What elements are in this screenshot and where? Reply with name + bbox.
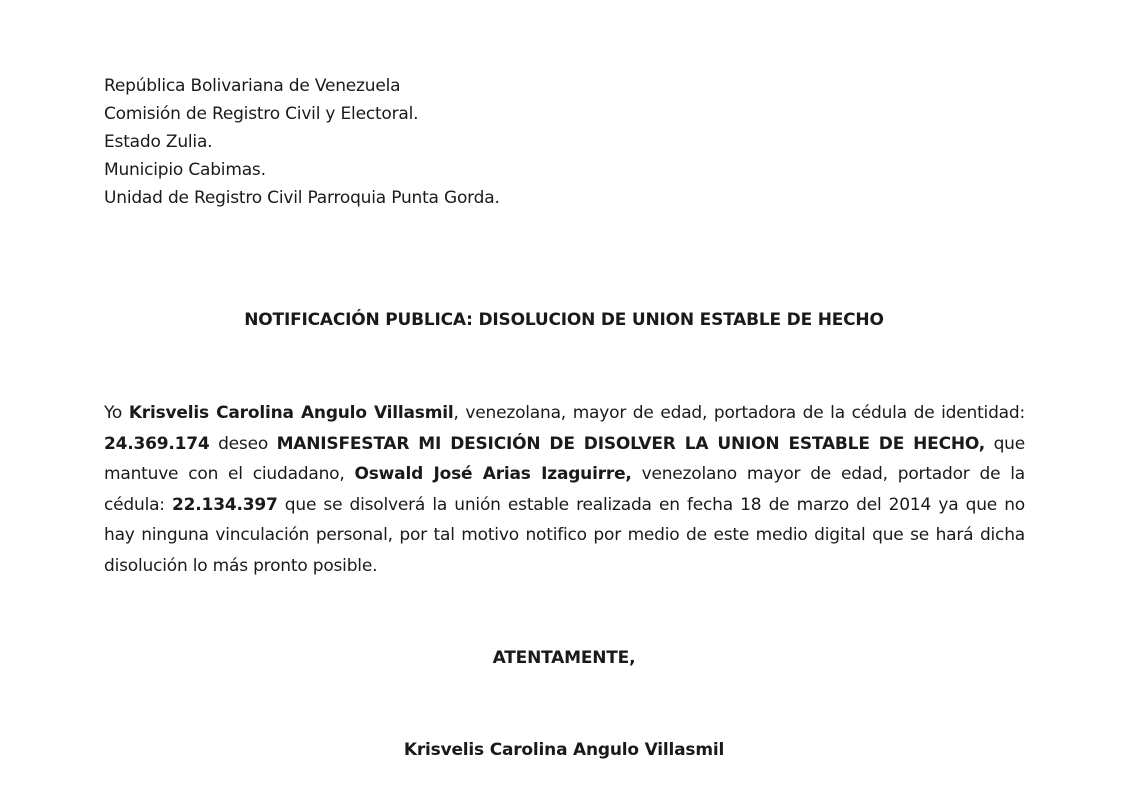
closing-salutation: ATENTAMENTE, (492, 648, 636, 668)
header-line-republic: República Bolivariana de Venezuela (104, 76, 401, 96)
body-text-segment: que mantuve con el ciudadano, (104, 433, 1026, 484)
body-text-segment: deseo (209, 433, 277, 454)
declarant-id-number: 24.369.174 (104, 433, 210, 454)
document-title: NOTIFICACIÓN PUBLICA: DISOLUCION DE UNION ESTABLE DE HECHO (244, 310, 884, 330)
body-text-segment: venezolano mayor de edad, portador de la cédula: (104, 464, 1025, 515)
header-line-commission: Comisión de Registro Civil y Electoral. (104, 104, 419, 124)
header-line-registry-unit: Unidad de Registro Civil Parroquia Punta Gorda. (104, 188, 500, 208)
partner-name: Oswald José Arias Izaguirre, (354, 464, 632, 484)
signature-name: Krisvelis Carolina Angulo Villasmil (403, 740, 725, 760)
body-text-segment: Yo (104, 403, 129, 423)
body-text-segment: , venezolana, mayor de edad, portadora de la cédula de identidad: (453, 403, 1025, 423)
body-text-segment: que se disolverá la unión estable realizada en fecha 18 de marzo del 2014 ya que no hay ninguna vinculación personal, por tal motivo notifico por medio de este medio digital que se hará dicha disolución lo más pronto posible. (104, 494, 1026, 576)
notification-body (104, 398, 1025, 581)
partner-id-number: 22.134.397 (172, 494, 278, 515)
header-line-municipality: Municipio Cabimas. (104, 160, 266, 180)
header-line-state: Estado Zulia. (104, 132, 213, 152)
letterhead (104, 72, 904, 212)
declarant-name: Krisvelis Carolina Angulo Villasmil (128, 403, 454, 423)
declaration-statement: MANISFESTAR MI DESICIÓN DE DISOLVER LA UNION ESTABLE DE HECHO, (276, 433, 986, 454)
